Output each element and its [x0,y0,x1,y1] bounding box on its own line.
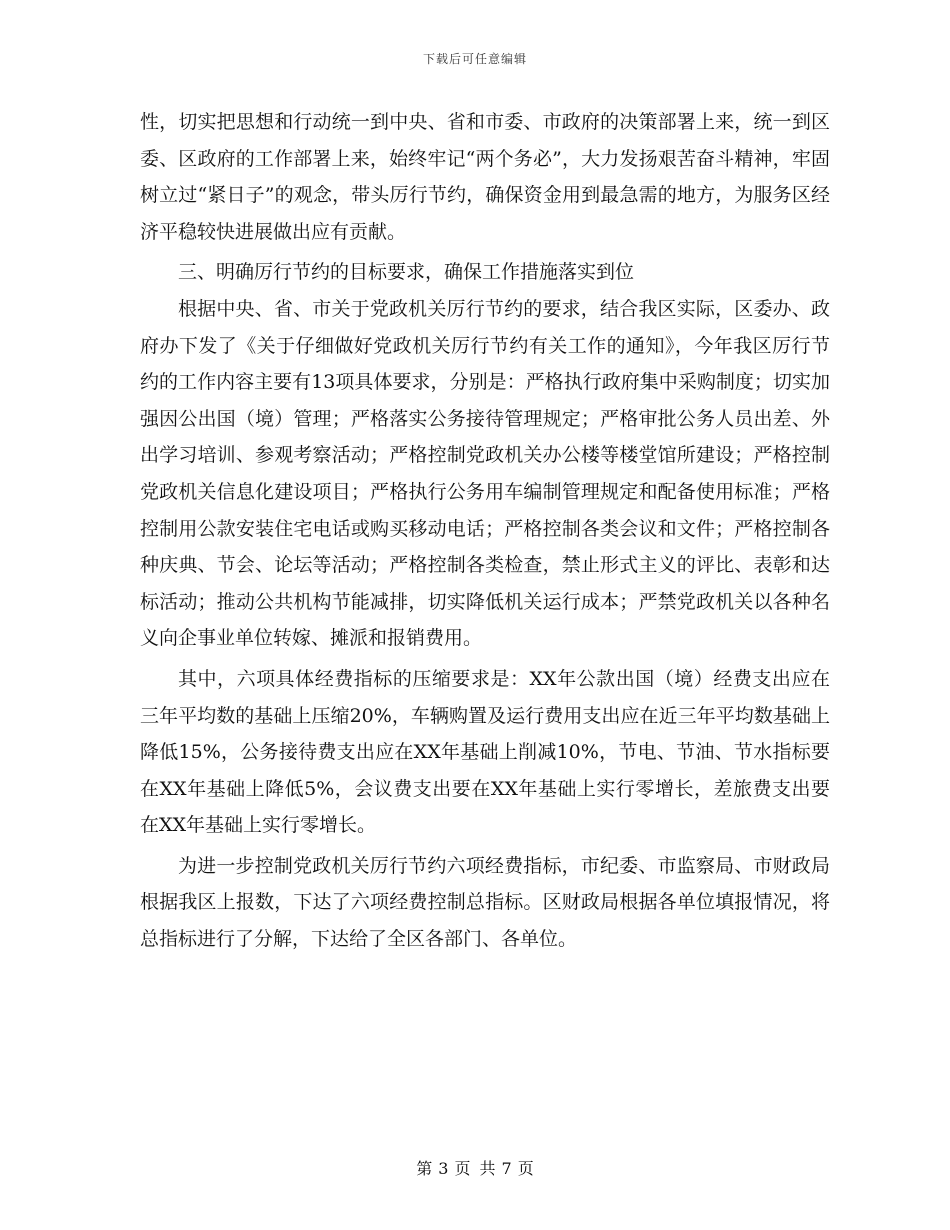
total-page-count: 7 [501,1159,512,1178]
footer-suffix: 页 [517,1159,534,1178]
section-heading: 三、明确厉行节约的目标要求，确保工作措施落实到位 [178,261,635,284]
footer-middle: 页 共 [454,1159,496,1178]
paragraph-continuation: 性，切实把思想和行动统一到中央、省和市委、市政府的决策部署上来，统一到区委、区政府的工作部署上来，始终牢记“两个务必”，大力发扬艰苦奋斗精神，牢固树立过“紧日子”的观念，带头厉行节约，确保资金用到最急需的地方，为服务区经济平稳较快进展做出应有贡献。 [140,111,830,243]
page-header: 下载后可任意编辑 [422,52,527,66]
document-body [140,104,830,958]
paragraph-requirements: 根据中央、省、市关于党政机关厉行节约的要求，结合我区实际，区委办、政府办下发了《关于仔细做好党政机关厉行节约有关工作的通知》，今年我区厉行节约的工作内容主要有13项具体要求，分别是：严格执行政府集中采购制度；切实加强因公出国（境）管理；严格落实公务接待管理规定；严格审批公务人员出差、外出学习培训、参观考察活动；严格控制党政机关办公楼等楼堂馆所建设；严格控制党政机关信息化建设项目；严格执行公务用车编制管理规定和配备使用标准；严格控制用公款安装住宅电话或购买移动电话；严格控制各类会议和文件；严格控制各种庆典、节会、论坛等活动；严格控制各类检查，禁止形式主义的评比、表彰和达标活动；推动公共机构节能减排，切实降低机关运行成本；严禁党政机关以各种名义向企事业单位转嫁、摊派和报销费用。 [140,297,830,650]
paragraph-control-indicators: 为进一步控制党政机关厉行节约六项经费指标，市纪委、市监察局、市财政局根据我区上报数，下达了六项经费控制总指标。区财政局根据各单位填报情况，将总指标进行了分解，下达给了全区各部门、各单位。 [140,854,830,951]
paragraph-expense-targets: 其中，六项具体经费指标的压缩要求是：XX年公款出国（境）经费支出应在三年平均数的基础上压缩20%，车辆购置及运行费用支出应在近三年平均数基础上降低15%，公务接待费支出应在XX年基础上削减10%，节电、节油、节水指标要在XX年基础上降低5%，会议费支出要在XX年基础上实行零增长，差旅费支出要在XX年基础上实行零增长。 [140,667,830,837]
footer-prefix: 第 [416,1159,433,1178]
current-page-number: 3 [438,1159,449,1178]
page-footer [0,1156,950,1179]
